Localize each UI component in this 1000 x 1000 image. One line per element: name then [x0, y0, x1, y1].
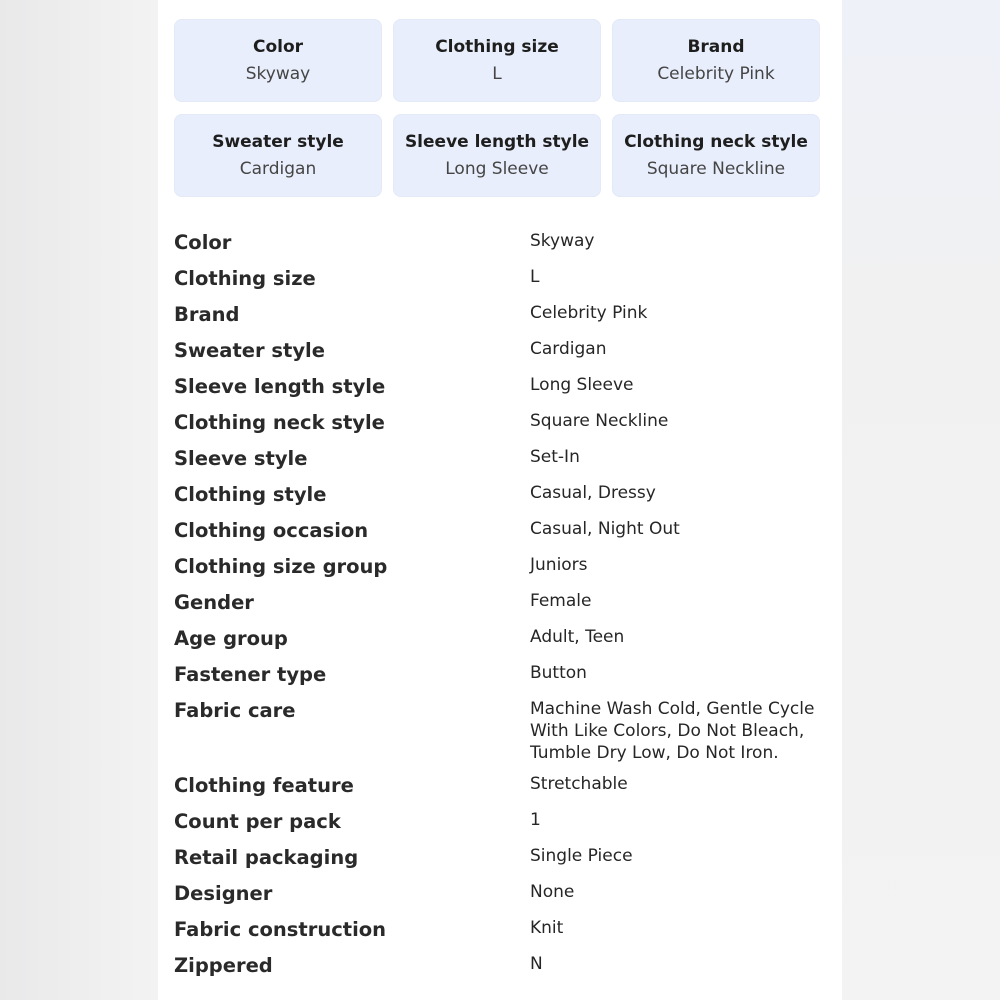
spec-row-gender: [174, 589, 834, 617]
spec-value: Long Sleeve: [530, 375, 634, 395]
spec-row-fabric-care: [174, 697, 834, 764]
spec-row-age-group: [174, 625, 834, 653]
spec-row-retail-packaging: [174, 844, 834, 872]
spec-name: Fabric construction: [174, 918, 387, 941]
spec-row-sleeve-style: [174, 445, 834, 473]
summary-chips: [174, 19, 821, 197]
chip-color: [174, 19, 382, 102]
spec-row-clothing-neck-style: [174, 409, 834, 437]
chip-value: Cardigan: [239, 159, 317, 179]
chip-brand: [612, 19, 820, 102]
spec-value: Casual, Night Out: [530, 519, 680, 539]
spec-name: Count per pack: [174, 810, 341, 833]
spec-value: Cardigan: [530, 339, 607, 359]
spec-row-zippered: [174, 952, 834, 980]
spec-name: Retail packaging: [174, 846, 359, 869]
chip-label: Clothing neck style: [624, 132, 808, 152]
chip-sweater-style: [174, 114, 382, 197]
spec-name: Brand: [174, 303, 240, 326]
spec-value: Knit: [530, 918, 564, 938]
spec-row-color: [174, 229, 834, 257]
spec-row-designer: [174, 880, 834, 908]
background-right: [842, 0, 1000, 1000]
specifications-list: [174, 229, 834, 988]
spec-value: Adult, Teen: [530, 627, 625, 647]
spec-value: Machine Wash Cold, Gentle Cycle With Like Colors, Do Not Bleach, Tumble Dry Low, Do Not Iron.: [530, 699, 815, 763]
spec-value: None: [530, 882, 575, 902]
chip-clothing-neck-style: [612, 114, 820, 197]
spec-value: Female: [530, 591, 592, 611]
spec-name: Clothing style: [174, 483, 327, 506]
spec-row-clothing-size-group: [174, 553, 834, 581]
background-left: [0, 0, 158, 1000]
spec-name: Clothing feature: [174, 774, 354, 797]
spec-value: L: [530, 267, 540, 287]
spec-row-brand: [174, 301, 834, 329]
spec-row-clothing-style: [174, 481, 834, 509]
spec-name: Fabric care: [174, 699, 296, 722]
spec-name: Color: [174, 231, 232, 254]
spec-value: Juniors: [530, 555, 588, 575]
spec-name: Fastener type: [174, 663, 327, 686]
spec-row-clothing-size: [174, 265, 834, 293]
spec-name: Gender: [174, 591, 254, 614]
spec-name: Sleeve style: [174, 447, 308, 470]
chip-value: Celebrity Pink: [657, 64, 775, 84]
chip-sleeve-length-style: [393, 114, 601, 197]
spec-row-sweater-style: [174, 337, 834, 365]
spec-name: Designer: [174, 882, 273, 905]
spec-value: N: [530, 954, 543, 974]
spec-row-clothing-feature: [174, 772, 834, 800]
spec-name: Clothing neck style: [174, 411, 385, 434]
chip-value: L: [492, 64, 502, 84]
spec-value: Set-In: [530, 447, 580, 467]
spec-name: Clothing occasion: [174, 519, 369, 542]
spec-value: Square Neckline: [530, 411, 669, 431]
spec-value: 1: [530, 810, 541, 830]
chip-label: Clothing size: [435, 37, 559, 57]
chip-value: Long Sleeve: [445, 159, 549, 179]
chip-value: Square Neckline: [646, 159, 786, 179]
chip-label: Sweater style: [212, 132, 344, 152]
spec-value: Celebrity Pink: [530, 303, 648, 323]
chip-value: Skyway: [245, 64, 311, 84]
spec-name: Zippered: [174, 954, 273, 977]
spec-name: Age group: [174, 627, 288, 650]
spec-value: Skyway: [530, 231, 595, 251]
spec-name: Sweater style: [174, 339, 325, 362]
spec-row-count-per-pack: [174, 808, 834, 836]
spec-value: Stretchable: [530, 774, 628, 794]
spec-name: Sleeve length style: [174, 375, 386, 398]
spec-name: Clothing size group: [174, 555, 388, 578]
chip-label: Color: [252, 37, 304, 57]
spec-value: Single Piece: [530, 846, 633, 866]
spec-row-sleeve-length-style: [174, 373, 834, 401]
spec-row-fastener-type: [174, 661, 834, 689]
spec-row-fabric-construction: [174, 916, 834, 944]
spec-value: Button: [530, 663, 587, 683]
chip-clothing-size: [393, 19, 601, 102]
chip-label: Brand: [687, 37, 745, 57]
chip-label: Sleeve length style: [404, 132, 590, 152]
specifications-panel: [158, 0, 842, 1000]
spec-name: Clothing size: [174, 267, 316, 290]
spec-value: Casual, Dressy: [530, 483, 656, 503]
spec-row-clothing-occasion: [174, 517, 834, 545]
